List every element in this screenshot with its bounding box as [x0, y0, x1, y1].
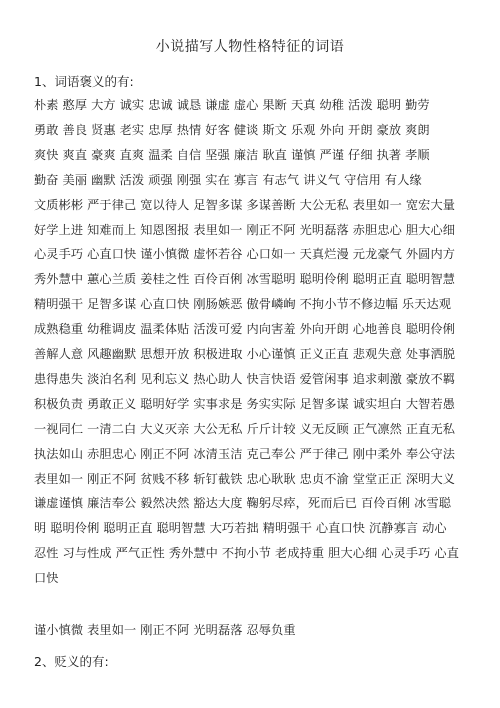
page-title: 小说描写人物性格特征的词语	[155, 39, 345, 55]
body-line: 爽快 爽直 豪爽 直爽 温柔 自信 坚强 廉洁 耿直 谨慎 严谨 仔细 执著 孝顺	[34, 147, 430, 162]
body-line: 朴素 憨厚 大方 诚实 忠诚 诚恳 谦虚 虚心 果断 天真 幼稚 活泼 聪明 勤劳	[34, 98, 430, 112]
body-line: 善解人意 风趣幽默 思想开放 积极进取 小心谨慎 正义正直 悲观失意 处事洒脱	[34, 347, 456, 361]
body-line: 秀外慧中 蕙心兰质 姜桂之性 百伶百俐 冰雪聪明 聪明伶俐 聪明正直 聪明智慧	[34, 272, 456, 287]
body-line: 明 聪明伶俐 聪明正直 聪明智慧 大巧若拙 精明强干 心直口快 沉静寡言 动心	[34, 521, 447, 536]
body-line: 表里如一 刚正不阿 贫贱不移 斩钉截铁 忠心耿耿 忠贞不渝 堂堂正正 深明大义	[34, 471, 456, 486]
body-line: 积极负责 勇敢正义 聪明好学 实事求是 务实实际 足智多谋 诚实坦白 大智若愚	[34, 396, 456, 411]
body-line: 患得患失 淡泊名利 见利忘义 热心助人 快言快语 爱管闲事 追求刺激 豪放不羁	[34, 371, 456, 386]
body-line: 精明强干 足智多谋 心直口快 刚肠嫉恶 傲骨嶙峋 不拘小节不修边幅 乐天达观	[34, 297, 452, 312]
body-line: 勇敢 善良 贤惠 老实 忠厚 热情 好客 健谈 斯文 乐观 外向 开朗 豪放 爽朗	[34, 122, 430, 137]
body-line: 勤奋 美丽 幽默 活泼 顽强 刚强 实在 寡言 有志气 讲义气 守信用 有人缘	[34, 172, 422, 187]
body-line: 好学上进 知难而上 知恩图报 表里如一 刚正不阿 光明磊落 赤胆忠心 胆大心细	[34, 222, 456, 237]
body-line: 谦虚谨慎 廉洁奉公 毅然决然 豁达大度 鞠躬尽瘁，死而后已 百伶百俐 冰雪聪	[34, 496, 452, 511]
section2-heading: 2、贬义的有:	[34, 654, 109, 669]
body-line: 忍性 习与性成 严气正性 秀外慧中 不拘小节 老成持重 胆大心细 心灵手巧 心直	[34, 546, 459, 561]
body-line: 执法如山 赤胆忠心 刚正不阿 冰清玉洁 克己奉公 严于律己 刚中柔外 奉公守法	[34, 446, 456, 461]
section1-heading: 1、词语褒义的有:	[34, 74, 134, 89]
section1-extra-line: 谨小慎微 表里如一 刚正不阿 光明磊落 忍辱负重	[34, 623, 296, 637]
body-line: 心灵手巧 心直口快 谨小慎微 虚怀若谷 心口如一 天真烂漫 元龙豪气 外圆内方	[34, 247, 456, 262]
body-line: 一视同仁 一清二白 大义灭亲 大公无私 斤斤计较 义无反顾 正气凛然 正直无私	[34, 421, 456, 436]
body-line: 口快	[34, 571, 59, 586]
body-line: 成熟稳重 幼稚调皮 温柔体贴 活泼可爱 内向害羞 外向开朗 心地善良 聪明伶俐	[34, 322, 456, 337]
body-line: 文质彬彬 严于律己 宽以待人 足智多谋 多谋善断 大公无私 表里如一 宽宏大量	[34, 197, 456, 212]
